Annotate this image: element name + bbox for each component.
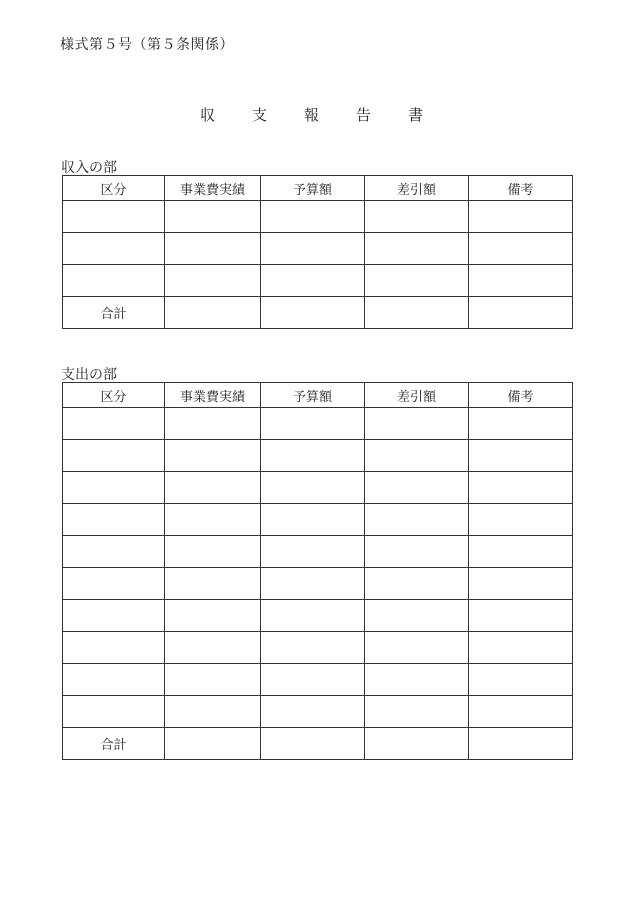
header-remarks: 備考 xyxy=(469,176,573,201)
table-cell[interactable] xyxy=(365,265,469,297)
table-cell[interactable] xyxy=(165,632,261,664)
total-cell[interactable] xyxy=(261,728,365,760)
table-cell[interactable] xyxy=(469,632,573,664)
total-cell[interactable] xyxy=(165,297,261,329)
total-row xyxy=(63,728,573,760)
document-title: 収 支 報 告 書 xyxy=(199,106,434,124)
total-cell[interactable] xyxy=(469,728,573,760)
table-cell[interactable] xyxy=(165,696,261,728)
table-cell[interactable] xyxy=(365,632,469,664)
table-cell[interactable] xyxy=(63,600,165,632)
expense-header-row xyxy=(63,383,573,408)
table-cell[interactable] xyxy=(365,536,469,568)
table-row xyxy=(63,408,573,440)
table-cell[interactable] xyxy=(261,600,365,632)
table-cell[interactable] xyxy=(165,472,261,504)
income-table-body xyxy=(63,201,573,329)
table-cell[interactable] xyxy=(165,504,261,536)
expense-table-body xyxy=(63,408,573,760)
table-cell[interactable] xyxy=(469,536,573,568)
table-cell[interactable] xyxy=(469,472,573,504)
header-actual-expense: 事業費実績 xyxy=(165,176,261,201)
table-cell[interactable] xyxy=(165,440,261,472)
total-label: 合計 xyxy=(63,297,165,329)
table-cell[interactable] xyxy=(469,664,573,696)
table-cell[interactable] xyxy=(63,536,165,568)
table-cell[interactable] xyxy=(261,201,365,233)
expense-table xyxy=(62,382,573,760)
table-cell[interactable] xyxy=(365,408,469,440)
income-section-label: 収入の部 xyxy=(61,160,117,176)
table-cell[interactable] xyxy=(165,536,261,568)
header-remarks: 備考 xyxy=(469,383,573,408)
table-cell[interactable] xyxy=(63,568,165,600)
total-cell[interactable] xyxy=(261,297,365,329)
table-cell[interactable] xyxy=(261,568,365,600)
table-cell[interactable] xyxy=(261,408,365,440)
table-cell[interactable] xyxy=(469,440,573,472)
table-cell[interactable] xyxy=(63,440,165,472)
table-row xyxy=(63,201,573,233)
table-cell[interactable] xyxy=(261,664,365,696)
table-cell[interactable] xyxy=(469,265,573,297)
table-cell[interactable] xyxy=(469,696,573,728)
total-label: 合計 xyxy=(63,728,165,760)
table-cell[interactable] xyxy=(165,664,261,696)
table-cell[interactable] xyxy=(63,632,165,664)
header-category: 区分 xyxy=(63,176,165,201)
table-cell[interactable] xyxy=(365,568,469,600)
table-cell[interactable] xyxy=(165,233,261,265)
header-difference: 差引額 xyxy=(365,176,469,201)
table-cell[interactable] xyxy=(365,664,469,696)
table-cell[interactable] xyxy=(165,600,261,632)
income-table xyxy=(62,175,573,329)
form-number: 様式第５号（第５条関係） xyxy=(60,37,234,53)
table-row xyxy=(63,536,573,568)
table-row xyxy=(63,664,573,696)
table-cell[interactable] xyxy=(165,201,261,233)
table-cell[interactable] xyxy=(63,664,165,696)
table-cell[interactable] xyxy=(63,233,165,265)
table-row xyxy=(63,600,573,632)
table-cell[interactable] xyxy=(261,696,365,728)
table-cell[interactable] xyxy=(63,265,165,297)
table-cell[interactable] xyxy=(63,696,165,728)
table-row xyxy=(63,696,573,728)
table-cell[interactable] xyxy=(469,504,573,536)
table-cell[interactable] xyxy=(365,504,469,536)
table-cell[interactable] xyxy=(261,440,365,472)
header-category: 区分 xyxy=(63,383,165,408)
total-cell[interactable] xyxy=(165,728,261,760)
table-cell[interactable] xyxy=(261,233,365,265)
table-row xyxy=(63,265,573,297)
table-cell[interactable] xyxy=(365,696,469,728)
income-header-row xyxy=(63,176,573,201)
table-cell[interactable] xyxy=(63,472,165,504)
table-cell[interactable] xyxy=(165,408,261,440)
header-actual-expense: 事業費実績 xyxy=(165,383,261,408)
table-cell[interactable] xyxy=(261,632,365,664)
total-row xyxy=(63,297,573,329)
header-budget: 予算額 xyxy=(261,176,365,201)
table-cell[interactable] xyxy=(469,408,573,440)
table-cell[interactable] xyxy=(469,600,573,632)
table-cell[interactable] xyxy=(261,265,365,297)
table-row xyxy=(63,632,573,664)
table-row xyxy=(63,568,573,600)
table-cell[interactable] xyxy=(365,233,469,265)
table-cell[interactable] xyxy=(165,568,261,600)
table-cell[interactable] xyxy=(469,233,573,265)
table-cell[interactable] xyxy=(261,536,365,568)
total-cell[interactable] xyxy=(365,728,469,760)
table-cell[interactable] xyxy=(469,201,573,233)
table-cell[interactable] xyxy=(261,504,365,536)
header-budget: 予算額 xyxy=(261,383,365,408)
table-cell[interactable] xyxy=(469,568,573,600)
table-cell[interactable] xyxy=(365,472,469,504)
total-cell[interactable] xyxy=(469,297,573,329)
table-row xyxy=(63,504,573,536)
table-cell[interactable] xyxy=(365,201,469,233)
table-row xyxy=(63,472,573,504)
table-row xyxy=(63,233,573,265)
table-row xyxy=(63,440,573,472)
expense-section-label: 支出の部 xyxy=(61,367,117,383)
header-difference: 差引額 xyxy=(365,383,469,408)
table-cell[interactable] xyxy=(261,472,365,504)
table-cell[interactable] xyxy=(63,201,165,233)
table-cell[interactable] xyxy=(63,504,165,536)
table-cell[interactable] xyxy=(365,600,469,632)
total-cell[interactable] xyxy=(365,297,469,329)
table-cell[interactable] xyxy=(365,440,469,472)
table-cell[interactable] xyxy=(63,408,165,440)
table-cell[interactable] xyxy=(165,265,261,297)
